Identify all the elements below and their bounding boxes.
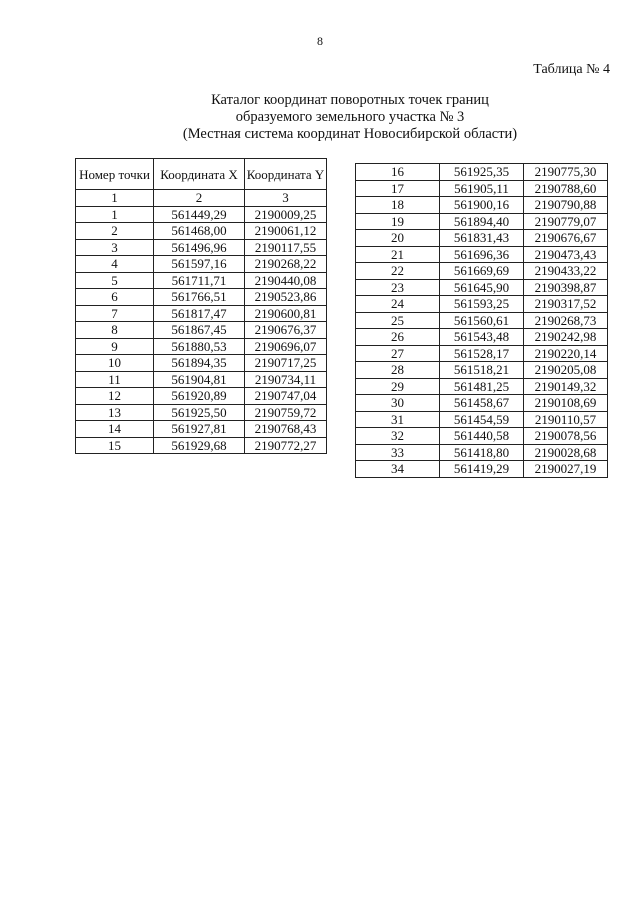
coordinate-x-cell: 561481,25 [440,378,524,395]
point-number-cell: 4 [76,256,154,273]
table-row [356,428,608,445]
coordinate-x-cell: 561925,50 [154,404,245,421]
table-row [76,239,327,256]
coordinate-y-cell: 2190205,08 [524,362,608,379]
table-row [76,338,327,355]
coordinate-x-cell: 561449,29 [154,206,245,223]
left-table-body [76,206,327,454]
coordinate-x-cell: 561920,89 [154,388,245,405]
coordinate-y-cell: 2190028,68 [524,444,608,461]
point-number-cell: 2 [76,223,154,240]
coordinate-x-cell: 561518,21 [440,362,524,379]
column-index-row [76,190,327,207]
table-row [76,404,327,421]
table-row [356,362,608,379]
point-number-cell: 26 [356,329,440,346]
coordinate-y-cell: 2190523,86 [245,289,327,306]
point-number-cell: 8 [76,322,154,339]
point-number-cell: 7 [76,305,154,322]
caption-line-3: (Местная система координат Новосибирской области) [182,126,518,142]
point-number-cell: 23 [356,279,440,296]
point-number-cell: 21 [356,246,440,263]
coordinate-x-cell: 561597,16 [154,256,245,273]
table-row [76,388,327,405]
coordinate-y-cell: 2190775,30 [524,164,608,181]
header-point-number: Номер точки [76,159,154,190]
coordinate-x-cell: 561766,51 [154,289,245,306]
coordinate-y-cell: 2190717,25 [245,355,327,372]
point-number-cell: 27 [356,345,440,362]
point-number-cell: 15 [76,437,154,454]
coordinate-y-cell: 2190734,11 [245,371,327,388]
table-row [76,305,327,322]
column-index-cell: 1 [76,190,154,207]
coordinate-x-cell: 561419,29 [440,461,524,478]
coordinate-y-cell: 2190772,27 [245,437,327,454]
coordinate-x-cell: 561929,68 [154,437,245,454]
coordinate-y-cell: 2190220,14 [524,345,608,362]
coordinate-x-cell: 561560,61 [440,312,524,329]
table-row [356,213,608,230]
table-row [76,355,327,372]
coordinate-x-cell: 561454,59 [440,411,524,428]
table-row [76,322,327,339]
table-header-row [76,159,327,190]
coordinate-y-cell: 2190009,25 [245,206,327,223]
point-number-cell: 18 [356,197,440,214]
point-number-cell: 6 [76,289,154,306]
coordinate-y-cell: 2190398,87 [524,279,608,296]
coordinate-y-cell: 2190242,98 [524,329,608,346]
point-number-cell: 3 [76,239,154,256]
coordinate-y-cell: 2190768,43 [245,421,327,438]
coordinate-x-cell: 561458,67 [440,395,524,412]
column-index-cell: 3 [245,190,327,207]
coordinate-y-cell: 2190108,69 [524,395,608,412]
coordinate-x-cell: 561925,35 [440,164,524,181]
point-number-cell: 12 [76,388,154,405]
point-number-cell: 28 [356,362,440,379]
coordinate-y-cell: 2190759,72 [245,404,327,421]
point-number-cell: 19 [356,213,440,230]
point-number-cell: 30 [356,395,440,412]
table-row [356,345,608,362]
point-number-cell: 25 [356,312,440,329]
coordinate-y-cell: 2190027,19 [524,461,608,478]
caption-line-2: образуемого земельного участка № 3 [235,109,465,125]
coordinate-y-cell: 2190779,07 [524,213,608,230]
table-label: Таблица № 4 [533,62,610,77]
coordinate-y-cell: 2190317,52 [524,296,608,313]
table-row [356,329,608,346]
coordinate-y-cell: 2190676,67 [524,230,608,247]
table-row [356,461,608,478]
coordinate-y-cell: 2190433,22 [524,263,608,280]
coordinate-x-cell: 561880,53 [154,338,245,355]
coordinate-y-cell: 2190790,88 [524,197,608,214]
right-table-body [356,164,608,478]
point-number-cell: 33 [356,444,440,461]
table-row [356,164,608,181]
table-row [76,223,327,240]
table-row [356,296,608,313]
coordinate-y-cell: 2190117,55 [245,239,327,256]
coordinates-table-right [355,163,608,478]
point-number-cell: 5 [76,272,154,289]
coordinate-y-cell: 2190696,07 [245,338,327,355]
table-row [76,289,327,306]
coordinate-y-cell: 2190473,43 [524,246,608,263]
point-number-cell: 22 [356,263,440,280]
point-number-cell: 20 [356,230,440,247]
point-number-cell: 32 [356,428,440,445]
point-number-cell: 24 [356,296,440,313]
table-row [356,378,608,395]
coordinate-x-cell: 561418,80 [440,444,524,461]
table-row [356,197,608,214]
table-row [76,206,327,223]
coordinate-y-cell: 2190788,60 [524,180,608,197]
table-row [356,411,608,428]
table-row [76,256,327,273]
coordinate-x-cell: 561831,43 [440,230,524,247]
coordinate-y-cell: 2190061,12 [245,223,327,240]
point-number-cell: 29 [356,378,440,395]
coordinate-x-cell: 561645,90 [440,279,524,296]
table-row [76,272,327,289]
coordinate-y-cell: 2190268,73 [524,312,608,329]
point-number-cell: 14 [76,421,154,438]
coordinate-x-cell: 561468,00 [154,223,245,240]
coordinate-y-cell: 2190268,22 [245,256,327,273]
coordinate-x-cell: 561528,17 [440,345,524,362]
coordinate-y-cell: 2190747,04 [245,388,327,405]
coordinate-y-cell: 2190078,56 [524,428,608,445]
coordinate-x-cell: 561867,45 [154,322,245,339]
coordinate-x-cell: 561496,96 [154,239,245,256]
coordinate-x-cell: 561696,36 [440,246,524,263]
point-number-cell: 11 [76,371,154,388]
table-row [356,246,608,263]
coordinates-table-left [75,158,327,454]
point-number-cell: 13 [76,404,154,421]
table-row [356,263,608,280]
coordinate-x-cell: 561440,58 [440,428,524,445]
table-row [356,444,608,461]
point-number-cell: 9 [76,338,154,355]
table-row [356,230,608,247]
table-row [76,437,327,454]
coordinate-x-cell: 561711,71 [154,272,245,289]
coordinate-x-cell: 561669,69 [440,263,524,280]
coordinate-x-cell: 561905,11 [440,180,524,197]
point-number-cell: 10 [76,355,154,372]
table-row [356,312,608,329]
caption-line-1: Каталог координат поворотных точек границ [211,92,489,108]
coordinate-y-cell: 2190149,32 [524,378,608,395]
coordinate-x-cell: 561817,47 [154,305,245,322]
coordinate-x-cell: 561543,48 [440,329,524,346]
coordinate-y-cell: 2190676,37 [245,322,327,339]
table-row [356,180,608,197]
page-number: 8 [317,34,323,48]
table-caption [0,92,640,143]
column-index-cell: 2 [154,190,245,207]
table-row [76,421,327,438]
point-number-cell: 16 [356,164,440,181]
coordinate-y-cell: 2190440,08 [245,272,327,289]
point-number-cell: 17 [356,180,440,197]
table-row [76,371,327,388]
coordinate-y-cell: 2190110,57 [524,411,608,428]
coordinate-x-cell: 561593,25 [440,296,524,313]
coordinate-x-cell: 561904,81 [154,371,245,388]
coordinate-x-cell: 561894,40 [440,213,524,230]
header-coordinate-y: Координата Y [245,159,327,190]
table-row [356,279,608,296]
coordinate-x-cell: 561900,16 [440,197,524,214]
point-number-cell: 1 [76,206,154,223]
table-row [356,395,608,412]
coordinate-x-cell: 561927,81 [154,421,245,438]
coordinate-y-cell: 2190600,81 [245,305,327,322]
header-coordinate-x: Координата X [154,159,245,190]
coordinate-x-cell: 561894,35 [154,355,245,372]
point-number-cell: 34 [356,461,440,478]
point-number-cell: 31 [356,411,440,428]
